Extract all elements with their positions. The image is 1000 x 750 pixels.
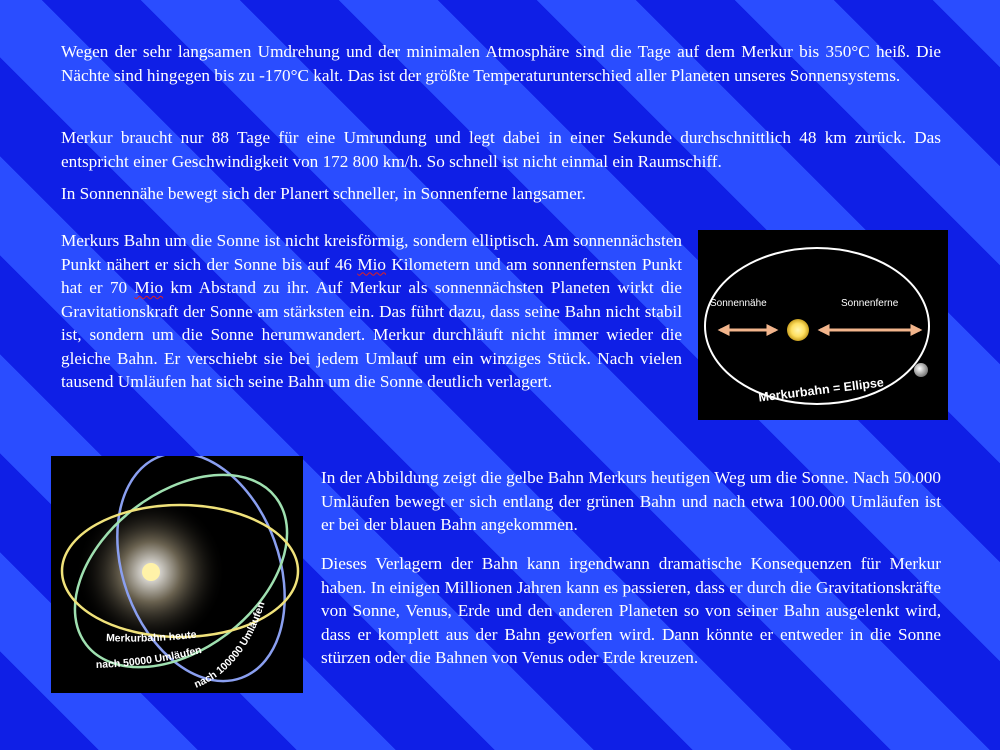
paragraph-orbit-speed: Merkur braucht nur 88 Tage für eine Umrundung und legt dabei in einer Sekunde durchschnittlich 48 km zurück. Das entspricht einer Geschwindigkeit von 172 800 km/h. So schnell ist nicht einmal ein Raumschiff. bbox=[61, 128, 941, 171]
label-merkurbahn-heute-path: Merkurbahn heute bbox=[105, 628, 198, 645]
text-segment: Merkurs Bahn um die Sonne ist nicht kreisförmig, sondern elliptisch. Am sonnennächsten Punkt nähert er sich der Sonne bis auf 46 bbox=[61, 231, 682, 274]
spellcheck-word: Mio bbox=[357, 254, 387, 274]
label-nach-50000-path: nach 50000 Umläufen bbox=[95, 644, 203, 672]
label-sonnenferne: Sonnenferne bbox=[841, 298, 899, 309]
sun-icon bbox=[787, 319, 809, 341]
paragraph-consequences: Dieses Verlagern der Bahn kann irgendwann dramatische Konsequenzen für Merkur haben. In einigen Millionen Jahren kann es passieren, dass er durch die Gravitationskräfte von Sonne, Venus, Erde und den anderen Planeten so von seiner Bahn ausgelenkt wird, dass er komplett aus der Bahn geworfen wird. Dann könnte er entweder in die Sonne stürzen oder die Bahnen von Venus oder Erde kreuzen. bbox=[321, 554, 941, 667]
paragraph-temperature: Wegen der sehr langsamen Umdrehung und der minimalen Atmosphäre sind die Tage auf dem Merkur bis 350°C heiß. Die Nächte sind hingegen bis zu -170°C kalt. Das ist der größte Temperaturunterschied aller Planeten unseres Sonnensystems. bbox=[61, 42, 941, 85]
spellcheck-word: Mio bbox=[134, 278, 164, 297]
ellipse-orbit-diagram bbox=[698, 230, 948, 420]
text-segment: km Abstand zu ihr. Auf Merkur als sonnennächsten Planeten wirkt die Gravitationskraft der Sonne am stärksten ein. Das führt dazu, dass seine Bahn nicht stabil ist, sondern um die Sonne herumwandert. Merkur durchläuft nicht immer wieder die gleiche Bahn. Er verschiebt sie bei jedem Umlauf um ein winziges Stück. Nach vielen tausend Umläufen hat sich seine Bahn um die Sonne deutlich verlagert. bbox=[61, 278, 682, 391]
orbit-precession-diagram bbox=[51, 456, 303, 693]
sun-icon bbox=[142, 563, 160, 581]
orbit-precession-figure bbox=[51, 456, 303, 693]
label-nach-100000-path: nach 100000 Umläufen bbox=[192, 600, 268, 691]
paragraph-orbit-drift: In der Abbildung zeigt die gelbe Bahn Merkurs heutigen Weg um die Sonne. Nach 50.000 Umläufen bewegt er sich entlang der grünen Bahn und nach etwa 100.000 Umläufen ist er bei der blauen Bahn angekommen. bbox=[321, 468, 941, 534]
orbit-ellipse bbox=[705, 248, 929, 404]
label-sonnennaehe: Sonnennähe bbox=[710, 298, 767, 309]
label-merkurbahn-ellipse: Merkurbahn = Ellipse bbox=[757, 375, 885, 405]
paragraph-perihelion-speed: In Sonnennähe bewegt sich der Planert schneller, in Sonnenferne langsamer. bbox=[61, 184, 586, 203]
paragraph-elliptical-orbit bbox=[61, 229, 682, 394]
mercury-icon bbox=[914, 363, 928, 377]
text-segment: Kilometern und am sonnenfernsten Punkt hat er 70 bbox=[61, 254, 682, 297]
ellipse-orbit-figure bbox=[698, 230, 948, 420]
